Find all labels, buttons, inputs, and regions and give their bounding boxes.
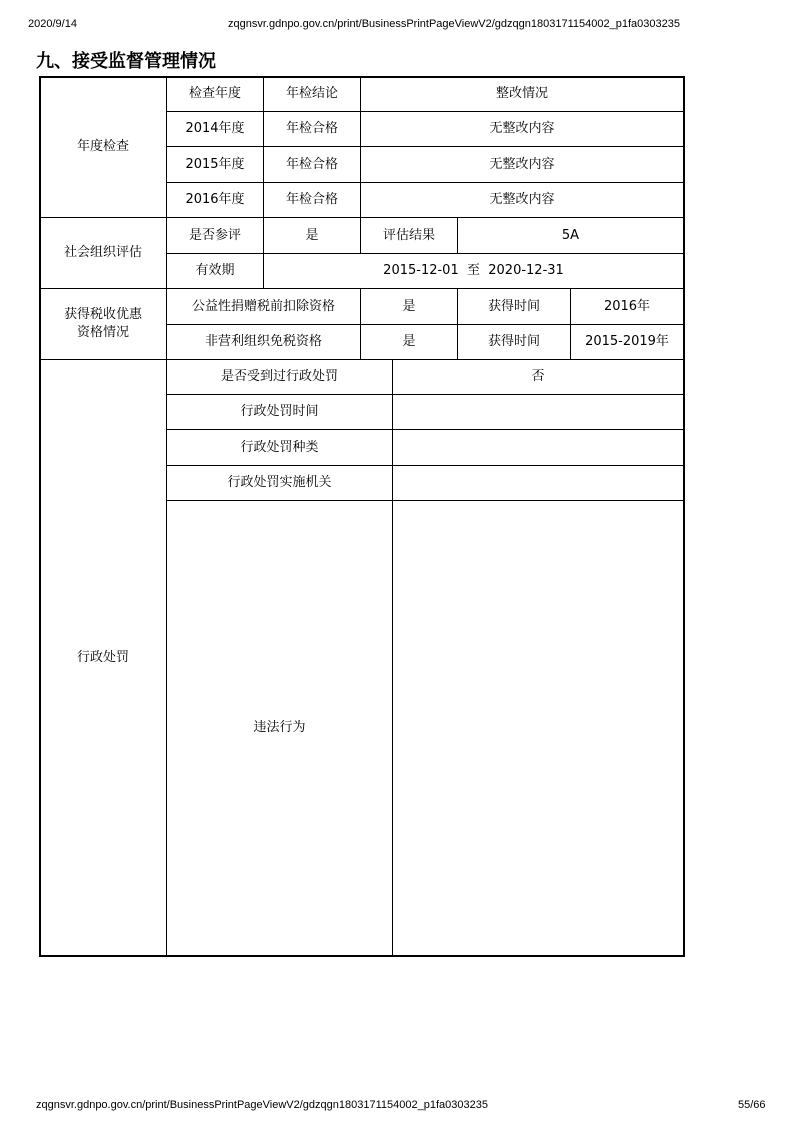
tax-exempt-time-value: 2015-2019年 (585, 334, 669, 349)
table-row-2015-conclusion: 年检合格 (285, 156, 338, 172)
table-row-2014-conclusion: 年检合格 (285, 121, 338, 136)
header-check-year: 检查年度 (188, 86, 241, 101)
penalty-received-value: 否 (531, 369, 545, 384)
result-value: 5A (561, 227, 580, 243)
print-date: 2020/9/14 (28, 18, 77, 30)
print-url-footer: zqgnsvr.gdnpo.gov.cn/print/BusinessPrintPageViewV2/gdzqgn1803171154002_p1fa0303235 (36, 1099, 488, 1111)
page-number: 55/66 (738, 1099, 766, 1111)
participated-label: 是否参评 (188, 227, 241, 243)
validity-label: 有效期 (195, 263, 235, 278)
evaluation-label: 社会组织评估 (63, 245, 142, 260)
table-row-2016-conclusion: 年检合格 (285, 192, 338, 207)
tax-deduction-label: 公益性捐赠税前扣除资格 (191, 298, 335, 314)
penalty-authority-value (393, 466, 683, 500)
tax-exempt-label: 非营利组织免税资格 (204, 334, 322, 349)
result-label: 评估结果 (382, 227, 435, 243)
table-row-2016-rectification: 无整改内容 (489, 192, 555, 207)
print-url-header: zqgnsvr.gdnpo.gov.cn/print/BusinessPrintPageViewV2/gdzqgn1803171154002_p1fa0303235 (228, 18, 680, 30)
table-row-2014-year: 2014年度 (185, 121, 245, 136)
section-title: 九、接受监督管理情况 (36, 51, 216, 72)
table-row-2015-year: 2015年度 (185, 156, 245, 172)
penalty-type-label: 行政处罚种类 (240, 439, 319, 455)
validity-value: 2015-12-01 至 2020-12-31 (383, 263, 564, 278)
tax-exempt-time-label: 获得时间 (487, 334, 540, 349)
participated-value: 是 (305, 227, 319, 243)
penalty-time-label: 行政处罚时间 (240, 404, 319, 419)
header-check-conclusion: 年检结论 (285, 86, 338, 101)
penalty-label: 行政处罚 (76, 649, 129, 665)
tax-deduction-time-value: 2016年 (603, 298, 651, 314)
violation-value (393, 501, 683, 955)
tax-deduction-value: 是 (402, 298, 416, 314)
tax-exempt-value: 是 (402, 334, 416, 349)
tax-label: 获得税收优惠资格情况 (63, 307, 142, 340)
tax-deduction-time-label: 获得时间 (487, 298, 540, 314)
header-rectification: 整改情况 (495, 86, 548, 101)
violation-label: 违法行为 (253, 720, 306, 735)
table-row-2014-rectification: 无整改内容 (489, 121, 555, 136)
annual-check-label: 年度检查 (76, 139, 129, 154)
table-row-2015-rectification: 无整改内容 (489, 156, 555, 172)
penalty-authority-label: 行政处罚实施机关 (227, 475, 332, 490)
penalty-time-value (393, 395, 683, 429)
table-row-2016-year: 2016年度 (185, 192, 245, 207)
penalty-received-label: 是否受到过行政处罚 (220, 369, 338, 384)
penalty-type-value (393, 430, 683, 465)
